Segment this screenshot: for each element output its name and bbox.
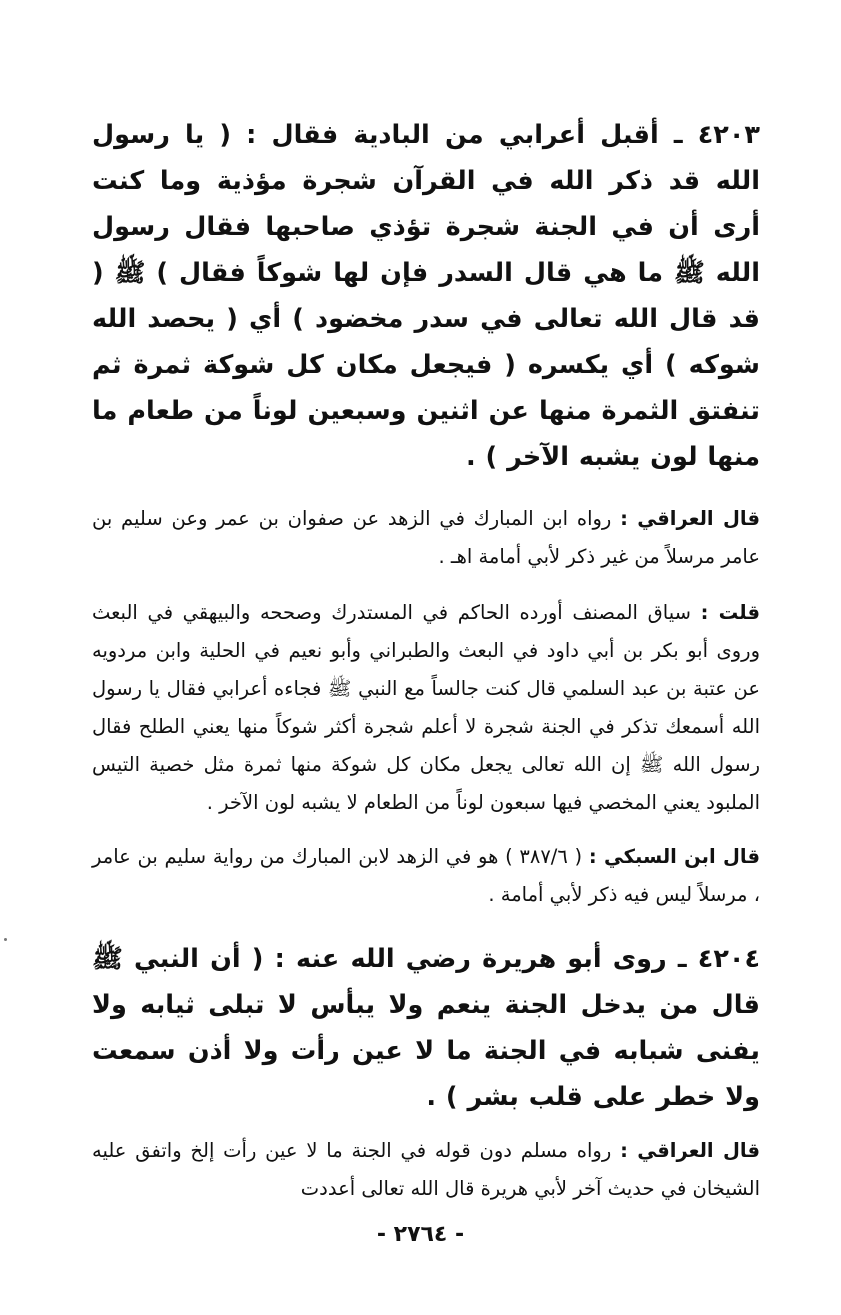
hadith-4203-intro: ٤٢٠٣ ـ أقبل أعرابي من البادية فقال : — [246, 120, 760, 150]
hadith-4204-intro: ٤٢٠٤ ـ روى أبو هريرة رضي الله عنه : — [274, 944, 761, 974]
note-subki — [92, 838, 760, 914]
hadith-4203-text: ( يا رسول الله قد ذكر الله في القرآن شجرة مؤذية وما كنت أرى أن في الجنة شجرة تؤذي صاحبها فقال رسول الله ﷺ ما هي قال السدر فإن لها شوكاً فقال ) ﷺ ( قد قال الله تعالى في سدر مخضود ) أي ( يحصد الله شوكه ) أي يكسره ( فيجعل مكان كل شوكة ثمرة ثم تنفتق الثمرة منها عن اثنين وسبعين لوناً من طعام ما منها لون يشبه الآخر ) . — [92, 120, 760, 472]
hadith-4204 — [92, 936, 760, 1120]
note-qultu — [92, 594, 760, 822]
hadith-4203 — [92, 112, 760, 480]
hadith-4204-text: ( أن النبي ﷺ قال من يدخل الجنة ينعم ولا يبأس لا تبلى ثيابه ولا يفنى شبابه في الجنة ما لا عين رأت ولا أذن سمعت ولا خطر على قلب بشر ) . — [92, 944, 760, 1112]
page-number: - ٢٧٦٤ - — [376, 1222, 465, 1247]
note-qultu-label: قلت : — [700, 601, 760, 624]
scan-speck — [4, 938, 7, 941]
note-iraqi-2-text: رواه مسلم دون قوله في الجنة ما لا عين رأت إلخ واتفق عليه الشيخان في حديث آخر لأبي هريرة قال الله تعالى أعددت — [92, 1139, 760, 1200]
note-iraqi-1-text: رواه ابن المبارك في الزهد عن صفوان بن عمر وعن سليم بن عامر مرسلاً من غير ذكر لأبي أمامة اهـ . — [92, 507, 760, 568]
note-iraqi-1-label: قال العراقي : — [620, 507, 760, 530]
text-column — [92, 112, 760, 1208]
note-subki-text: ( ٣٨٧/٦ ) هو في الزهد لابن المبارك من رواية سليم بن عامر ، مرسلاً ليس فيه ذكر لأبي أمامة . — [92, 845, 760, 906]
note-qultu-text: سياق المصنف أورده الحاكم في المستدرك وصححه والبيهقي في البعث وروى أبو بكر بن أبي داود في البعث والطبراني وأبو نعيم في الحلية وابن مردويه عن عتبة بن عبد السلمي قال كنت جالساً مع النبي ﷺ فجاءه أعرابي فقال يا رسول الله أسمعك تذكر في الجنة شجرة لا أعلم شجرة أكثر شوكاً منها يعني الطلح فقال رسول الله ﷺ إن الله تعالى يجعل مكان كل شوكة منها ثمرة مثل خصية التيس الملبود يعني المخصي فيها سبعون لوناً من الطعام لا يشبه لون الآخر . — [92, 601, 760, 814]
note-iraqi-1 — [92, 500, 760, 576]
note-subki-label: قال ابن السبكي : — [588, 845, 760, 868]
note-iraqi-2 — [92, 1132, 760, 1208]
note-iraqi-2-label: قال العراقي : — [620, 1139, 760, 1162]
